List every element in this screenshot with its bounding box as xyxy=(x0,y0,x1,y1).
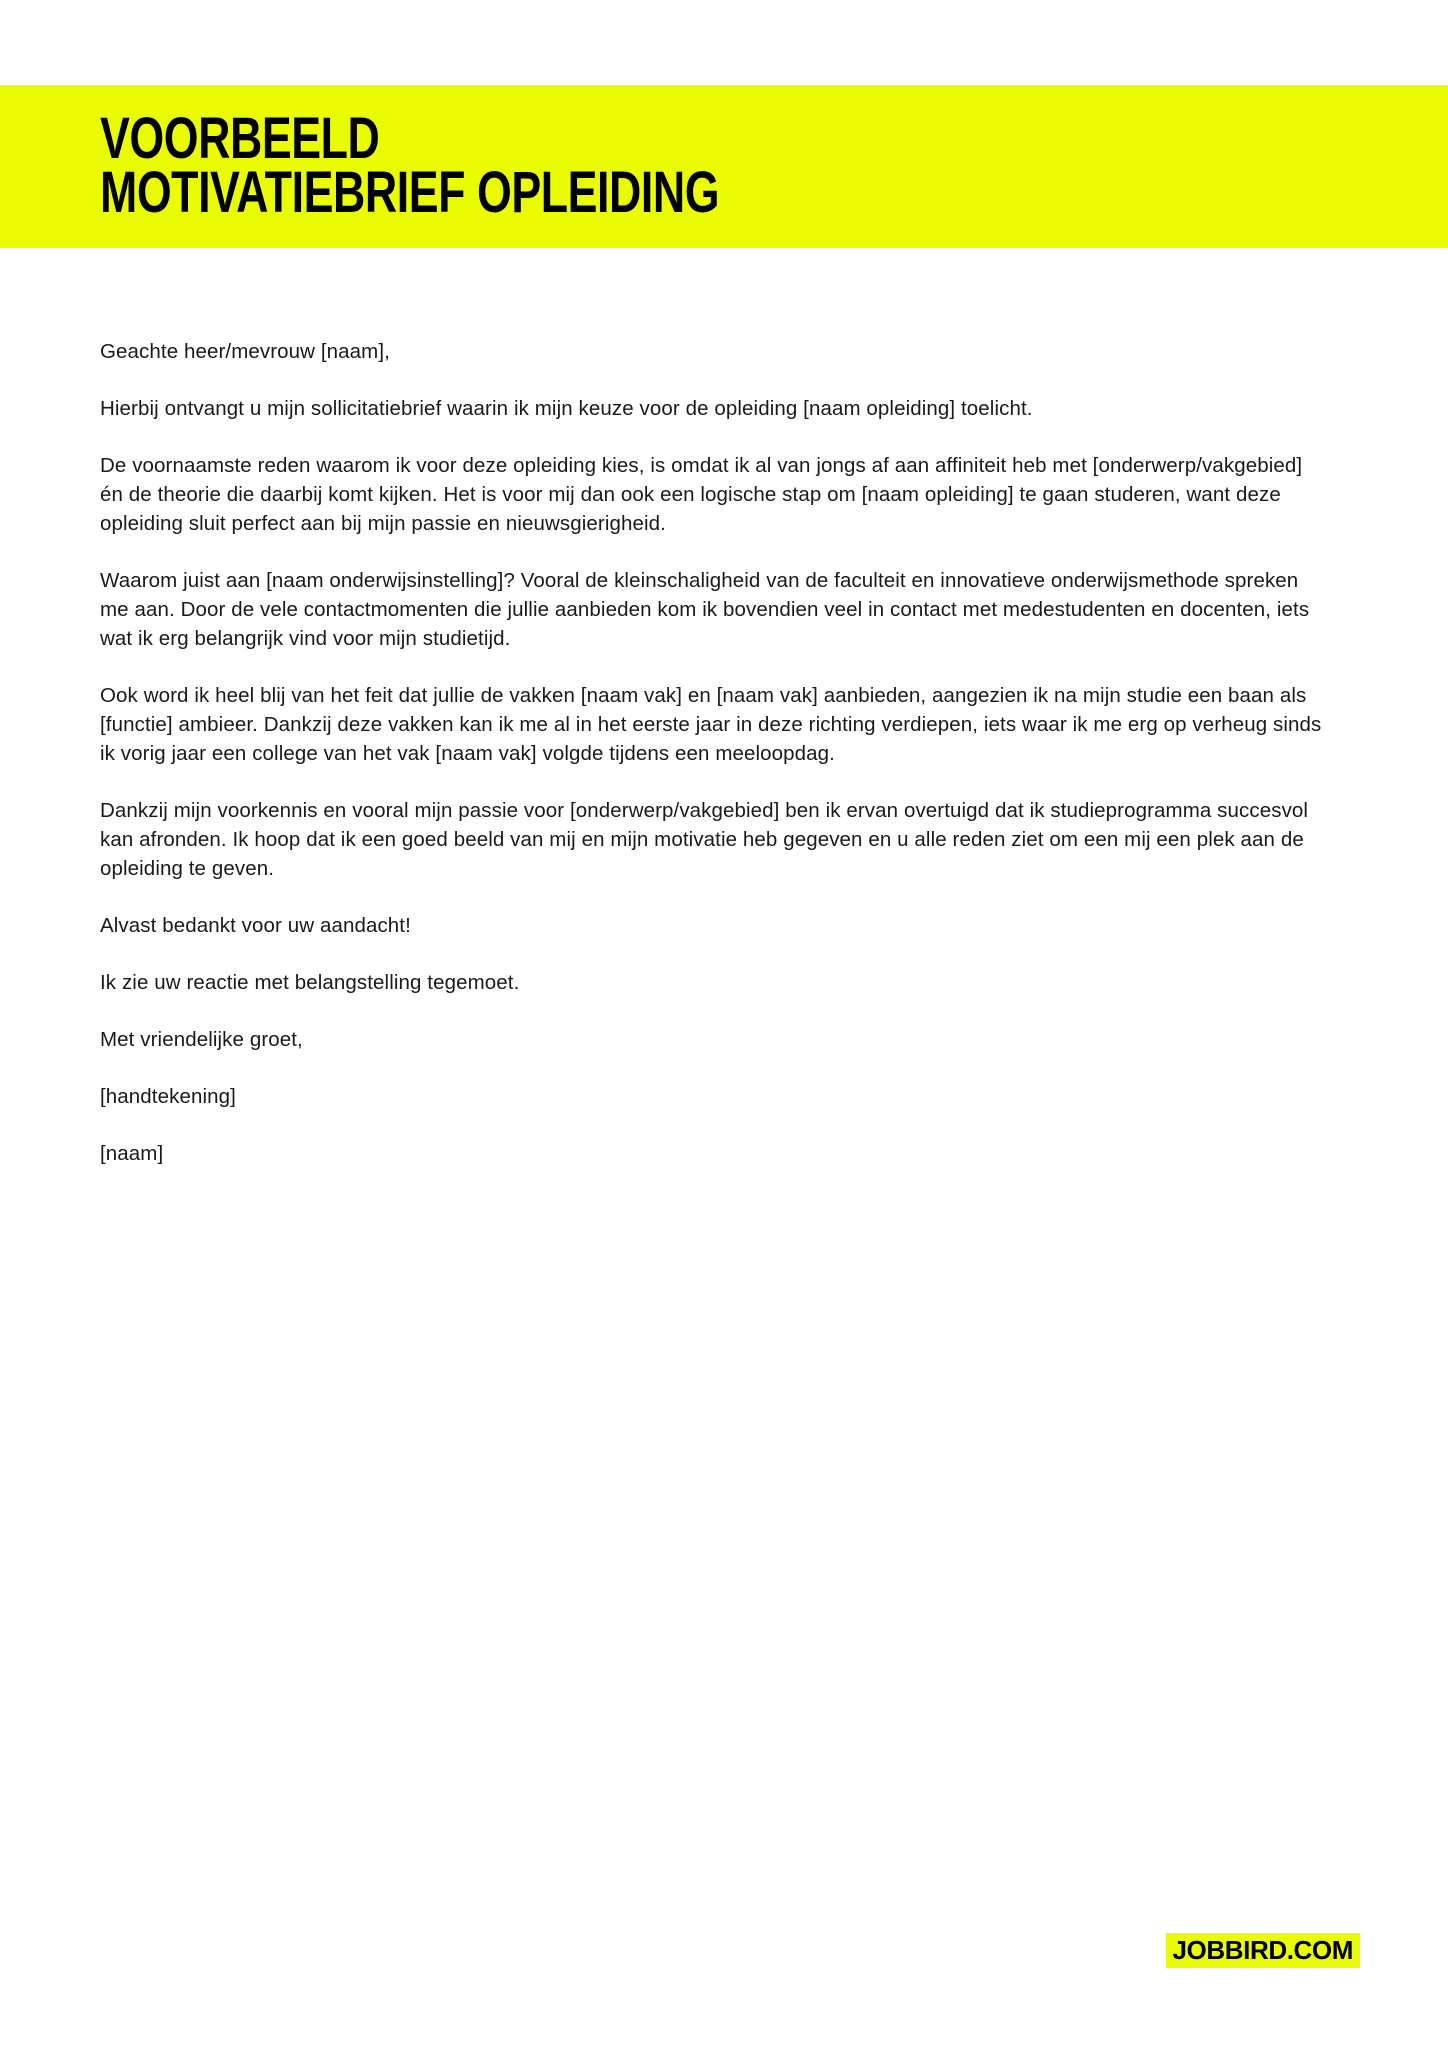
letter-signature-placeholder: [handtekening] xyxy=(100,1085,236,1108)
letter-response-line: Ik zie uw reactie met belangstelling tegemoet. xyxy=(100,971,520,994)
letter-thanks: Alvast bedankt voor uw aandacht! xyxy=(100,914,411,937)
letter-name-placeholder: [naam] xyxy=(100,1142,164,1165)
jobbird-logo: JOBBIRD.COM xyxy=(1166,1933,1361,1968)
document-header-band xyxy=(0,85,1448,248)
letter-paragraph-intro: Hierbij ontvangt u mijn sollicitatiebrief waarin ik mijn keuze voor de opleiding [naam opleiding] toelicht. xyxy=(100,397,1033,420)
letter-body xyxy=(100,337,1325,1168)
page-title-line-2: MOTIVATIEBRIEF OPLEIDING xyxy=(100,159,720,225)
letter-salutation: Geachte heer/mevrouw [naam], xyxy=(100,340,390,363)
letter-signoff: Met vriendelijke groet, xyxy=(100,1028,303,1051)
page-title-line-1: VOORBEELD xyxy=(100,106,380,172)
letter-paragraph-school: Waarom juist aan [naam onderwijsinstelling]? Vooral de kleinschaligheid van de faculteit en innovatieve onderwijsmethode spreken me aan. Door de vele contactmomenten die jullie aanbieden kom ik bovendien veel in contact met medestudenten en docenten, iets wat ik erg belangrijk vind voor mijn studietijd. xyxy=(100,569,1310,650)
letter-paragraph-reason: De voornaamste reden waarom ik voor deze opleiding kies, is omdat ik al van jongs af aan affiniteit heb met [onderwerp/vakgebied] én de theorie die daarbij komt kijken. Het is voor mij dan ook een logische stap om [naam opleiding] te gaan studeren, want deze opleiding sluit perfect aan bij mijn passie en nieuwsgierigheid. xyxy=(100,454,1303,535)
letter-paragraph-courses: Ook word ik heel blij van het feit dat jullie de vakken [naam vak] en [naam vak] aanbieden, aangezien ik na mijn studie een baan als [functie] ambieer. Dankzij deze vakken kan ik me al in het eerste jaar in deze richting verdiepen, iets waar ik me erg op verheug sinds ik vorig jaar een college van het vak [naam vak] volgde tijdens een meeloopdag. xyxy=(100,684,1322,765)
letter-paragraph-closing-argument: Dankzij mijn voorkennis en vooral mijn passie voor [onderwerp/vakgebied] ben ik ervan overtuigd dat ik studieprogramma succesvol kan afronden. Ik hoop dat ik een goed beeld van mij en mijn motivatie heb gegeven en u alle reden ziet om een mij een plek aan de opleiding te geven. xyxy=(100,799,1309,880)
